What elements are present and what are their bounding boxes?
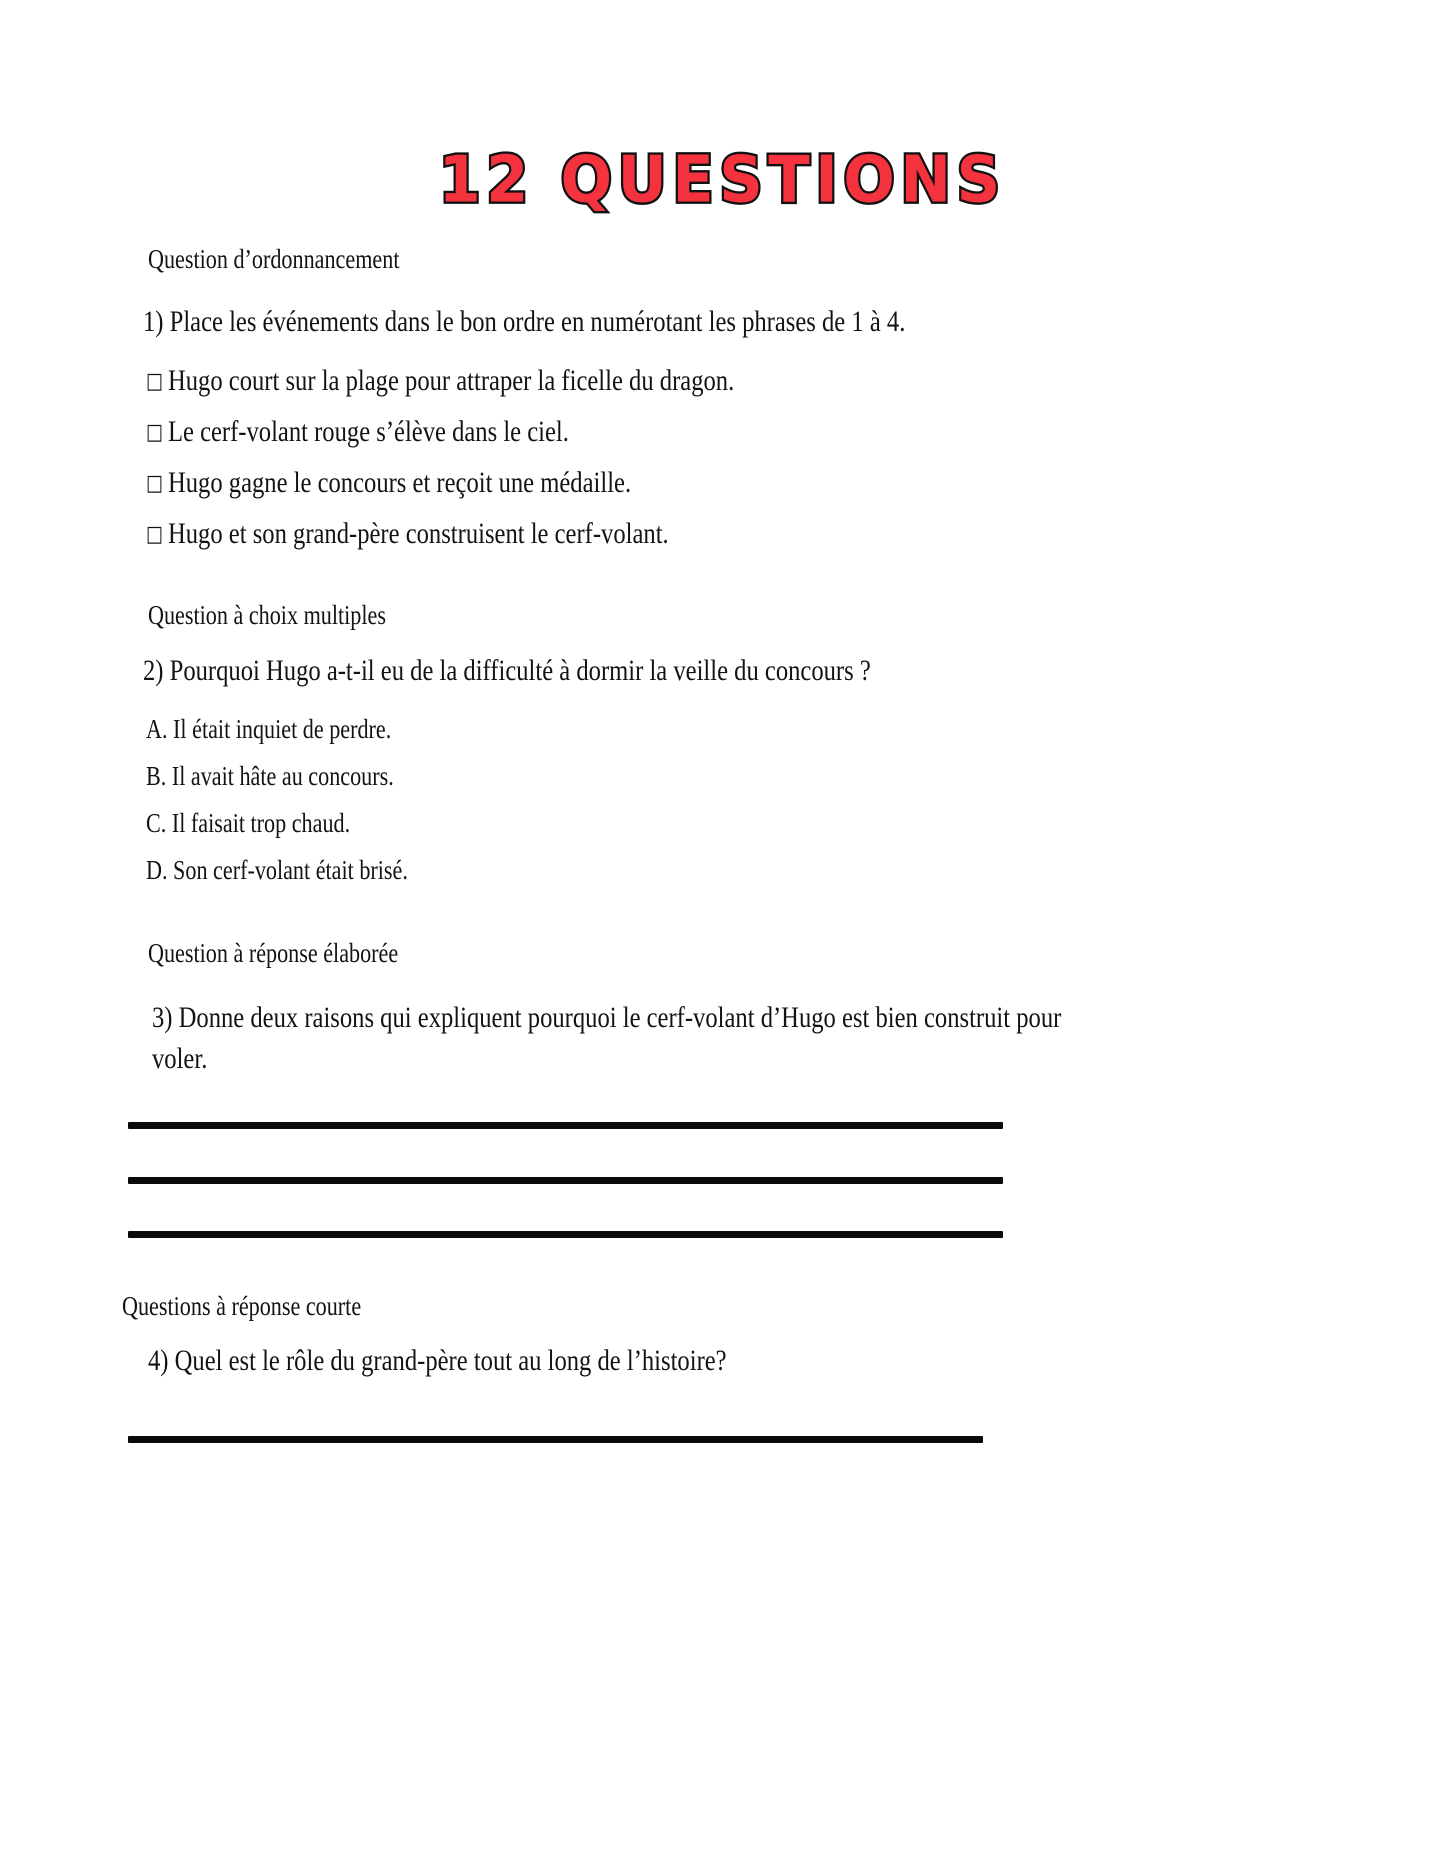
ordering-item-4[interactable] [146,514,669,555]
page-title-container [0,142,1445,217]
checkbox-icon[interactable]: □ [146,522,164,547]
ordering-item-2[interactable] [146,412,569,453]
mc-option-d[interactable]: D. Son cerf-volant était brisé. [146,855,408,885]
answer-line-q3-2[interactable] [128,1177,1003,1184]
ordering-item-3-label: Hugo gagne le concours et reçoit une médaille. [167,466,632,499]
mc-option-c[interactable]: C. Il faisait trop chaud. [146,808,351,838]
mc-option-a[interactable]: A. Il était inquiet de perdre. [146,714,392,744]
question-2-text: 2) Pourquoi Hugo a-t-il eu de la difficulté à dormir la veille du concours ? [143,654,871,687]
question-3-text: 3) Donne deux raisons qui expliquent pourquoi le cerf-volant d’Hugo est bien construit pour voler. [152,1001,1062,1075]
section-label-ordering: Question d’ordonnancement [148,244,400,274]
ordering-item-1[interactable] [146,361,734,402]
ordering-item-3[interactable] [146,463,631,504]
question-1-text: 1) Place les événements dans le bon ordre en numérotant les phrases de 1 à 4. [143,305,906,338]
answer-line-q4-1[interactable] [128,1436,983,1443]
ordering-item-4-label: Hugo et son grand-père construisent le cerf-volant. [167,517,669,550]
section-label-short-response: Questions à réponse courte [122,1291,362,1321]
section-label-multiple-choice: Question à choix multiples [148,600,386,630]
page-title: 12 QUESTIONS [438,142,1007,217]
section-label-elaborated-response: Question à réponse élaborée [148,938,399,968]
checkbox-icon[interactable]: □ [146,471,164,496]
answer-line-q3-1[interactable] [128,1122,1003,1129]
ordering-item-2-label: Le cerf-volant rouge s’élève dans le ciel. [167,415,569,448]
checkbox-icon[interactable]: □ [146,420,164,445]
ordering-item-1-label: Hugo court sur la plage pour attraper la ficelle du dragon. [167,364,735,397]
answer-line-q3-3[interactable] [128,1231,1003,1238]
mc-option-b[interactable]: B. Il avait hâte au concours. [146,761,394,791]
question-4-text: 4) Quel est le rôle du grand-père tout au long de l’histoire? [148,1344,727,1377]
checkbox-icon[interactable]: □ [146,369,164,394]
